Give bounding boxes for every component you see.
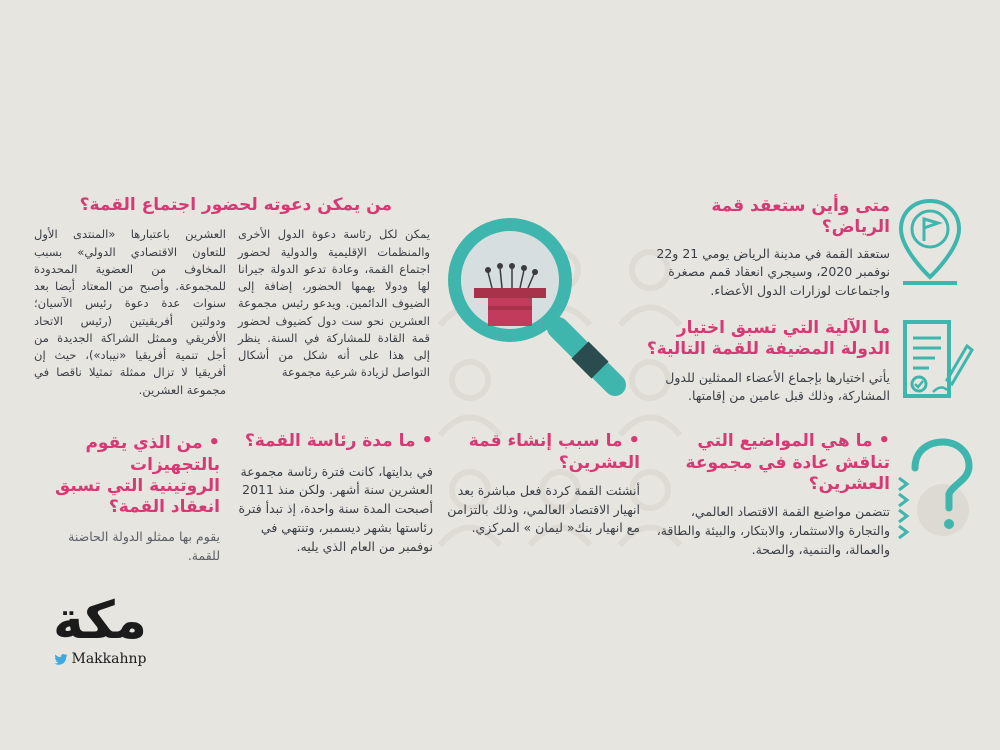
map-pin-flag-icon [895, 195, 965, 290]
invitation-columns [30, 226, 430, 399]
section-when-where [640, 196, 890, 301]
reason-body: أنشئت القمة كردة فعل مباشرة بعد انهيار الاقتصاد العالمي، وذلك بالتزامن مع انهيار بنك« ليمان » المركزي. [447, 482, 640, 536]
reason-title: •ما سبب إنشاء قمة العشرين؟ [468, 430, 640, 473]
preparations-title: •من الذي يقوم بالتجهيزات الروتينية التي تسبق انعقاد القمة؟ [55, 432, 220, 517]
section-duration [228, 430, 433, 556]
magnifier-podium-icon [440, 210, 640, 410]
section-preparations [55, 432, 220, 566]
section-invitation [30, 195, 430, 399]
bullet-dot: • [208, 432, 220, 453]
question-mark-icon [893, 432, 973, 552]
mechanism-body: يأتي اختيارها بإجماع الأعضاء الممثلين للدول المشاركة، وذلك قبل عامين من إقامتها. [665, 369, 890, 404]
invitation-col-left: العشرين باعتبارها «المنتدى الأول للتعاون الاقتصادي الدولي» بسبب المخاوف من العضوية المحدودة للمجموعة. وأصبح من المعتاد أيضا بعد سنوات عدة دعوة رئيس الآسيان؛ ودولتين أفريقيتين (رئيس الاتحاد الأفريقي وممثل الشراكة الجديدة من أجل تنمية أفريقيا «نيباد»)، حيث إن أفريقيا لا تزال ممثلة تمثيلا ناقصا في مجموعة العشرين. [34, 227, 226, 397]
bullet-dot: • [878, 430, 890, 451]
section-reason [445, 430, 640, 538]
section-topics [655, 430, 890, 559]
section-mechanism [640, 318, 890, 406]
twitter-handle-text: Makkahnp [71, 651, 147, 667]
logo-word: مكة [53, 591, 147, 651]
signed-document-icon [895, 318, 975, 403]
invitation-col-right: يمكن لكل رئاسة دعوة الدول الأخرى والمنظمات الإقليمية والدولية لحضور اجتماع القمة، وعادة تدعو الدولة جيرانا لها ودولا يهمها الحضور، إضافة إلى الضيوف الدائمين. ويدعو رئيس مجموعة العشرين نحو ست دول كضيوف لحضور قمة القادة للمشاركة في السنة. ينظر إلى هذا على أنه شكل من أشكال التواصل لزيادة شرعية مجموعة [238, 227, 430, 380]
when-where-body: ستعقد القمة في مدينة الرياض يومي 21 و22 نوفمبر 2020، وسيجري انعقاد قمم مصغرة واجتماعات لوزارات الدول الأعضاء. [656, 245, 890, 298]
mechanism-title: ما الآلية التي تسبق اختيار الدولة المضيفة للقمة التالية؟ [646, 318, 890, 360]
preparations-body: يقوم بها ممثلو الدولة الحاضنة للقمة. [68, 529, 220, 563]
twitter-bird-icon [54, 654, 68, 665]
when-where-title: متى وأين ستعقد قمة الرياض؟ [711, 196, 890, 238]
invitation-title: من يمكن دعوته لحضور اجتماع القمة؟ [79, 195, 392, 215]
twitter-handle [30, 651, 170, 667]
bullet-dot: • [628, 430, 640, 451]
duration-body: في بدايتها، كانت فترة رئاسة مجموعة العشرين سنة أشهر. ولكن منذ 2011 أصبحت المدة سنة واحدة، إذ تبدأ فترة رئاستها بشهر ديسمبر، وتنتهي في نوفمبر من العام الذي يليه. [238, 463, 433, 554]
duration-title: •ما مدة رئاسة القمة؟ [244, 430, 433, 451]
topics-body: تتضمن مواضيع القمة الاقتصاد العالمي، والتجارة والاستثمار، والابتكار، والبيئة والطاقة، والعمالة، والتنمية، والصحة. [656, 504, 890, 557]
topics-title: •ما هي المواضيع التي تناقش عادة في مجموعة العشرين؟ [685, 430, 890, 494]
makkah-logo [30, 591, 170, 667]
bullet-dot: • [421, 430, 433, 451]
